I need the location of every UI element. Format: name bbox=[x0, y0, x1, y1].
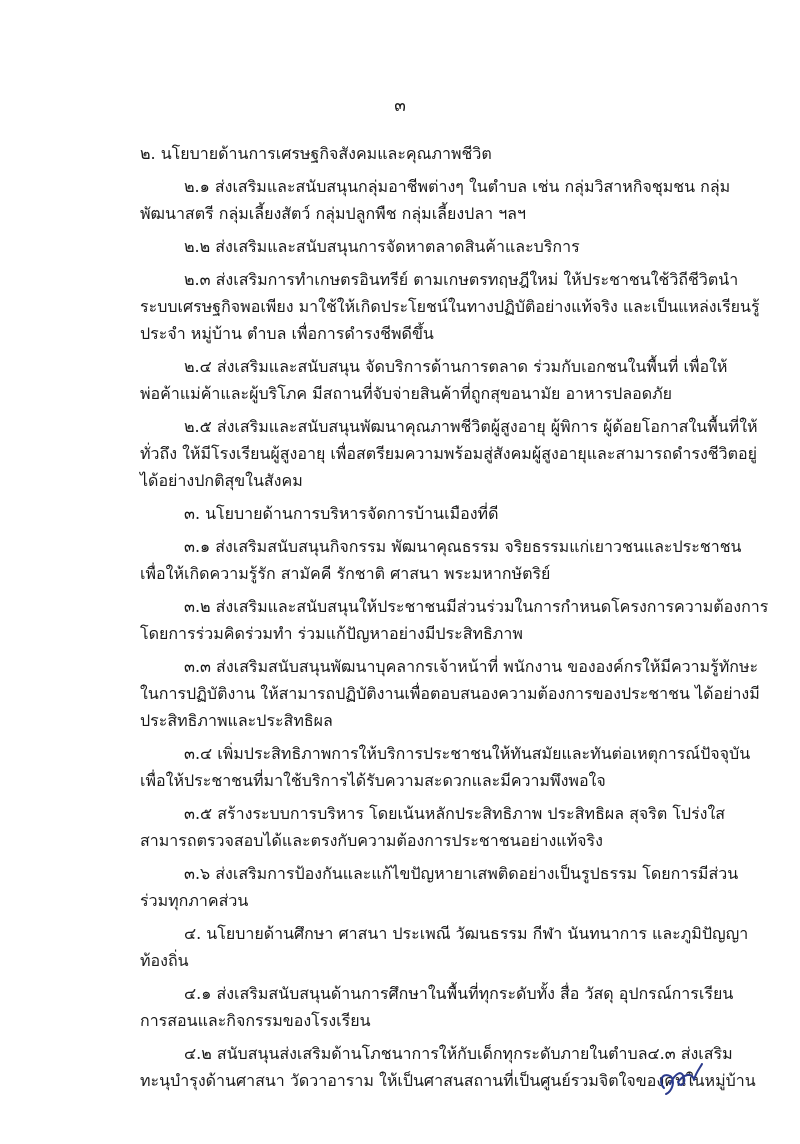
text-line: ๒.๔ ส่งเสริมและสนับสนุน จัดบริการด้านการตลาด ร่วมกับเอกชนในพื้นที่ เพื่อให้ bbox=[184, 357, 728, 376]
text-line: สามารถตรวจสอบได้และตรงกับความต้องการประชาชนอย่างแท้จริง bbox=[140, 831, 603, 850]
text-line: ประสิทธิภาพและประสิทธิผล bbox=[140, 711, 333, 730]
text-line: ๒. นโยบายด้านการเศรษฐกิจสังคมและคุณภาพชีวิต bbox=[140, 144, 492, 163]
text-line: พัฒนาสตรี กลุ่มเลี้ยงสัตว์ กลุ่มปลูกพืช กลุ่มเลี้ยงปลา ฯลฯ bbox=[140, 204, 526, 223]
text-line: ๓.๕ สร้างระบบการบริหาร โดยเน้นหลักประสิทธิภาพ ประสิทธิผล สุจริต โปร่งใส bbox=[184, 804, 726, 823]
text-line: ๓.๑ ส่งเสริมสนับสนุนกิจกรรม พัฒนาคุณธรรม จริยธรรมแก่เยาวชนและประชาชน bbox=[184, 537, 742, 556]
text-line: ทั่วถึง ให้มีโรงเรียนผู้สูงอายุ เพื่อสตรียมความพร้อมสู่สังคมผู้สูงอายุและสามารถดำรงชีวิตอยู่ bbox=[140, 444, 758, 463]
document-body bbox=[140, 140, 769, 1094]
text-line: ๓.๒ ส่งเสริมและสนับสนุนให้ประชาชนมีส่วนร่วมในการกำหนดโครงการความต้องการ bbox=[184, 597, 769, 616]
text-line: ๔. นโยบายด้านศึกษา ศาสนา ประเพณี วัฒนธรรม กีฬา นันทนาการ และภูมิปัญญา bbox=[184, 924, 749, 943]
text-line: ร่วมทุกภาคส่วน bbox=[140, 891, 249, 910]
text-line: ระบบเศรษฐกิจพอเพียง มาใช้ให้เกิดประโยชน์ในทางปฏิบัติอย่างแท้จริง และเป็นแหล่งเรียนรู้ bbox=[140, 297, 760, 316]
text-line: ๓.๓ ส่งเสริมสนับสนุนพัฒนาบุคลากรเจ้าหน้าที่ พนักงาน ขององค์กรให้มีความรู้ทักษะ bbox=[184, 657, 759, 676]
text-line: ท้องถิ่น bbox=[140, 951, 189, 970]
text-line: ๒.๓ ส่งเสริมการทำเกษตรอินทรีย์ ตามเกษตรทฤษฎีใหม่ ให้ประชาชนใช้วิถีชีวิตนำ bbox=[184, 270, 739, 289]
text-line: ทะนุบำรุงด้านศาสนา วัดวาอาราม ให้เป็นศาสนสถานที่เป็นศูนย์รวมจิตใจของคนในหมู่บ้าน bbox=[140, 1071, 756, 1090]
text-line: พ่อค้าแม่ค้าและผู้บริโภค มีสถานที่จับจ่ายสินค้าที่ถูกสุขอนามัย อาหารปลอดภัย bbox=[140, 384, 673, 403]
text-line: ประจำ หมู่บ้าน ตำบล เพื่อการดำรงชีพดีขึ้น bbox=[140, 324, 434, 343]
text-line: ๒.๑ ส่งเสริมและสนับสนุนกลุ่มอาชีพต่างๆ ในตำบล เช่น กลุ่มวิสาหกิจชุมชน กลุ่ม bbox=[184, 177, 731, 196]
text-line: ๒.๕ ส่งเสริมและสนับสนุนพัฒนาคุณภาพชีวิตผู้สูงอายุ ผู้พิการ ผู้ด้อยโอกาสในพื้นที่ให้ bbox=[184, 417, 758, 436]
text-line: ๓. นโยบายด้านการบริหารจัดการบ้านเมืองที่ดี bbox=[184, 504, 499, 523]
page-number: ๓ bbox=[394, 96, 406, 116]
text-line: โดยการร่วมคิดร่วมทำ ร่วมแก้ปัญหาอย่างมีประสิทธิภาพ bbox=[140, 624, 523, 643]
text-line: ๓.๖ ส่งเสริมการป้องกันและแก้ไขปัญหายาเสพติดอย่างเป็นรูปธรรม โดยการมีส่วน bbox=[184, 864, 739, 883]
text-line: ๔.๑ ส่งเสริมสนับสนุนด้านการศึกษาในพื้นที่ทุกระดับทั้ง สื่อ วัสดุ อุปกรณ์การเรียน bbox=[184, 984, 734, 1003]
signature-icon bbox=[650, 1058, 710, 1102]
text-line: เพื่อให้เกิดความรู้รัก สามัคคี รักชาติ ศาสนา พระมหากษัตริย์ bbox=[140, 564, 551, 583]
text-line: เพื่อให้ประชาชนที่มาใช้บริการได้รับความสะดวกและมีความพึงพอใจ bbox=[140, 771, 606, 790]
text-line: การสอนและกิจกรรมของโรงเรียน bbox=[140, 1011, 371, 1030]
text-line: ๓.๔ เพิ่มประสิทธิภาพการให้บริการประชาชนให้ทันสมัยและทันต่อเหตุการณ์ปัจจุบัน bbox=[184, 744, 751, 763]
text-line: ๔.๒ สนับสนุนส่งเสริมด้านโภชนาการให้กับเด็กทุกระดับภายในตำบล๔.๓ ส่งเสริม bbox=[184, 1044, 733, 1063]
text-line: ๒.๒ ส่งเสริมและสนับสนุนการจัดหาตลาดสินค้าและบริการ bbox=[184, 237, 580, 256]
text-line: ในการปฏิบัติงาน ให้สามารถปฏิบัติงานเพื่อตอบสนองความต้องการของประชาชน ได้อย่างมี bbox=[140, 684, 760, 703]
text-line: ได้อย่างปกติสุขในสังคม bbox=[140, 471, 303, 490]
